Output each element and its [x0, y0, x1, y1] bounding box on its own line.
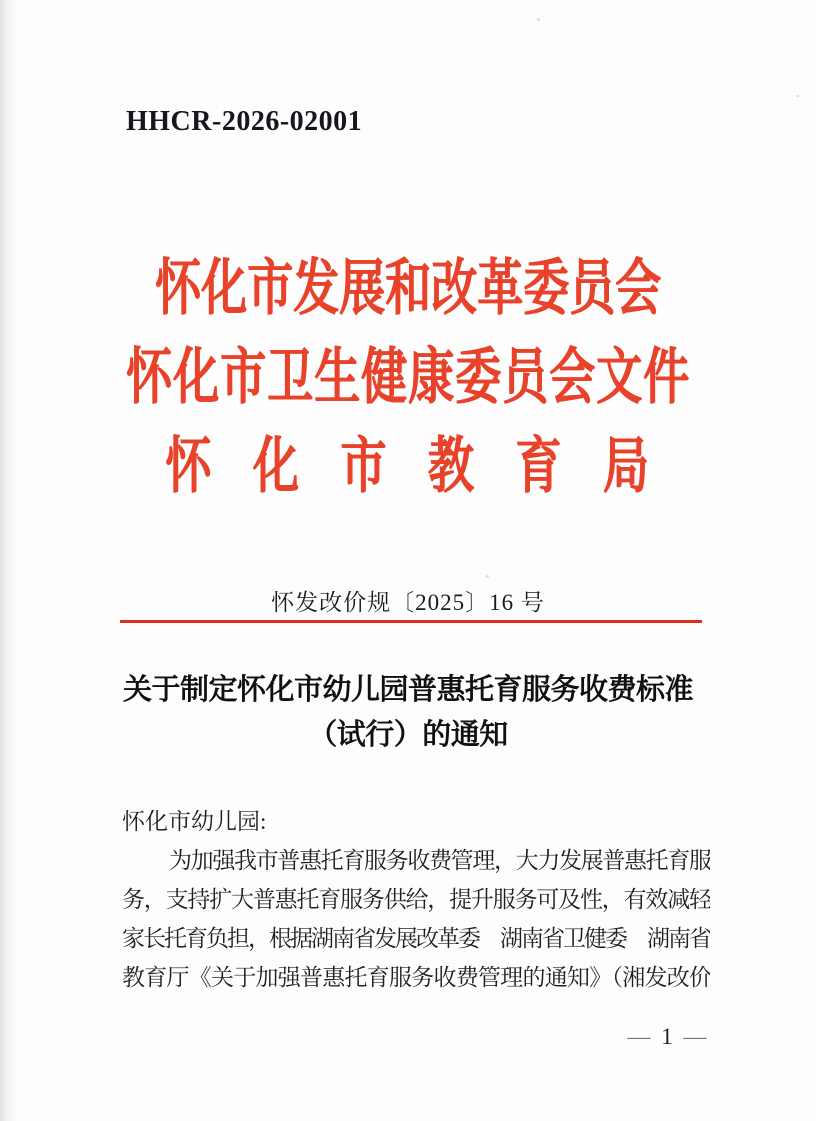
scan-speck — [486, 575, 489, 578]
page-number — [612, 1024, 722, 1050]
agency-name: 怀 化 市 教 育 局 — [165, 432, 651, 500]
agency-name: 怀化市卫生健康委员会文件 — [126, 343, 690, 411]
page-number-value: 1 — [661, 1024, 673, 1049]
scanner-edge-shadow — [0, 0, 16, 1121]
document-reference-number: 怀发改价规〔2025〕16 号 — [271, 590, 545, 615]
document-title — [0, 668, 816, 758]
salutation-line: 怀化市幼儿园: — [122, 809, 267, 834]
issuing-agency-line-3 — [0, 423, 816, 512]
page-number-dash-right: — — [683, 1024, 707, 1049]
red-divider-rule — [120, 620, 702, 623]
body-line: 务，支持扩大普惠托育服务供给，提升服务可及性，有效减轻 — [122, 887, 710, 912]
scan-speck — [537, 18, 540, 21]
document-title-line-1: 关于制定怀化市幼儿园普惠托育服务收费标准 — [122, 674, 693, 706]
document-body — [122, 802, 710, 997]
page-number-dash-left: — — [627, 1024, 651, 1049]
document-title-line-2: （试行）的通知 — [308, 719, 508, 751]
document-code: HHCR-2026-02001 — [126, 106, 363, 137]
body-line: 家长托育负担，根据湖南省发展改革委 湖南省卫健委 湖南省 — [122, 926, 710, 951]
agency-name: 怀化市发展和改革委员会 — [155, 254, 661, 322]
red-header-block — [0, 245, 816, 512]
body-line: 教育厅《关于加强普惠托育服务收费管理的通知》（湘发改价 — [122, 965, 710, 990]
body-line: 为加强我市普惠托育服务收费管理，大力发展普惠托育服 — [169, 848, 710, 873]
scan-speck — [796, 95, 799, 97]
